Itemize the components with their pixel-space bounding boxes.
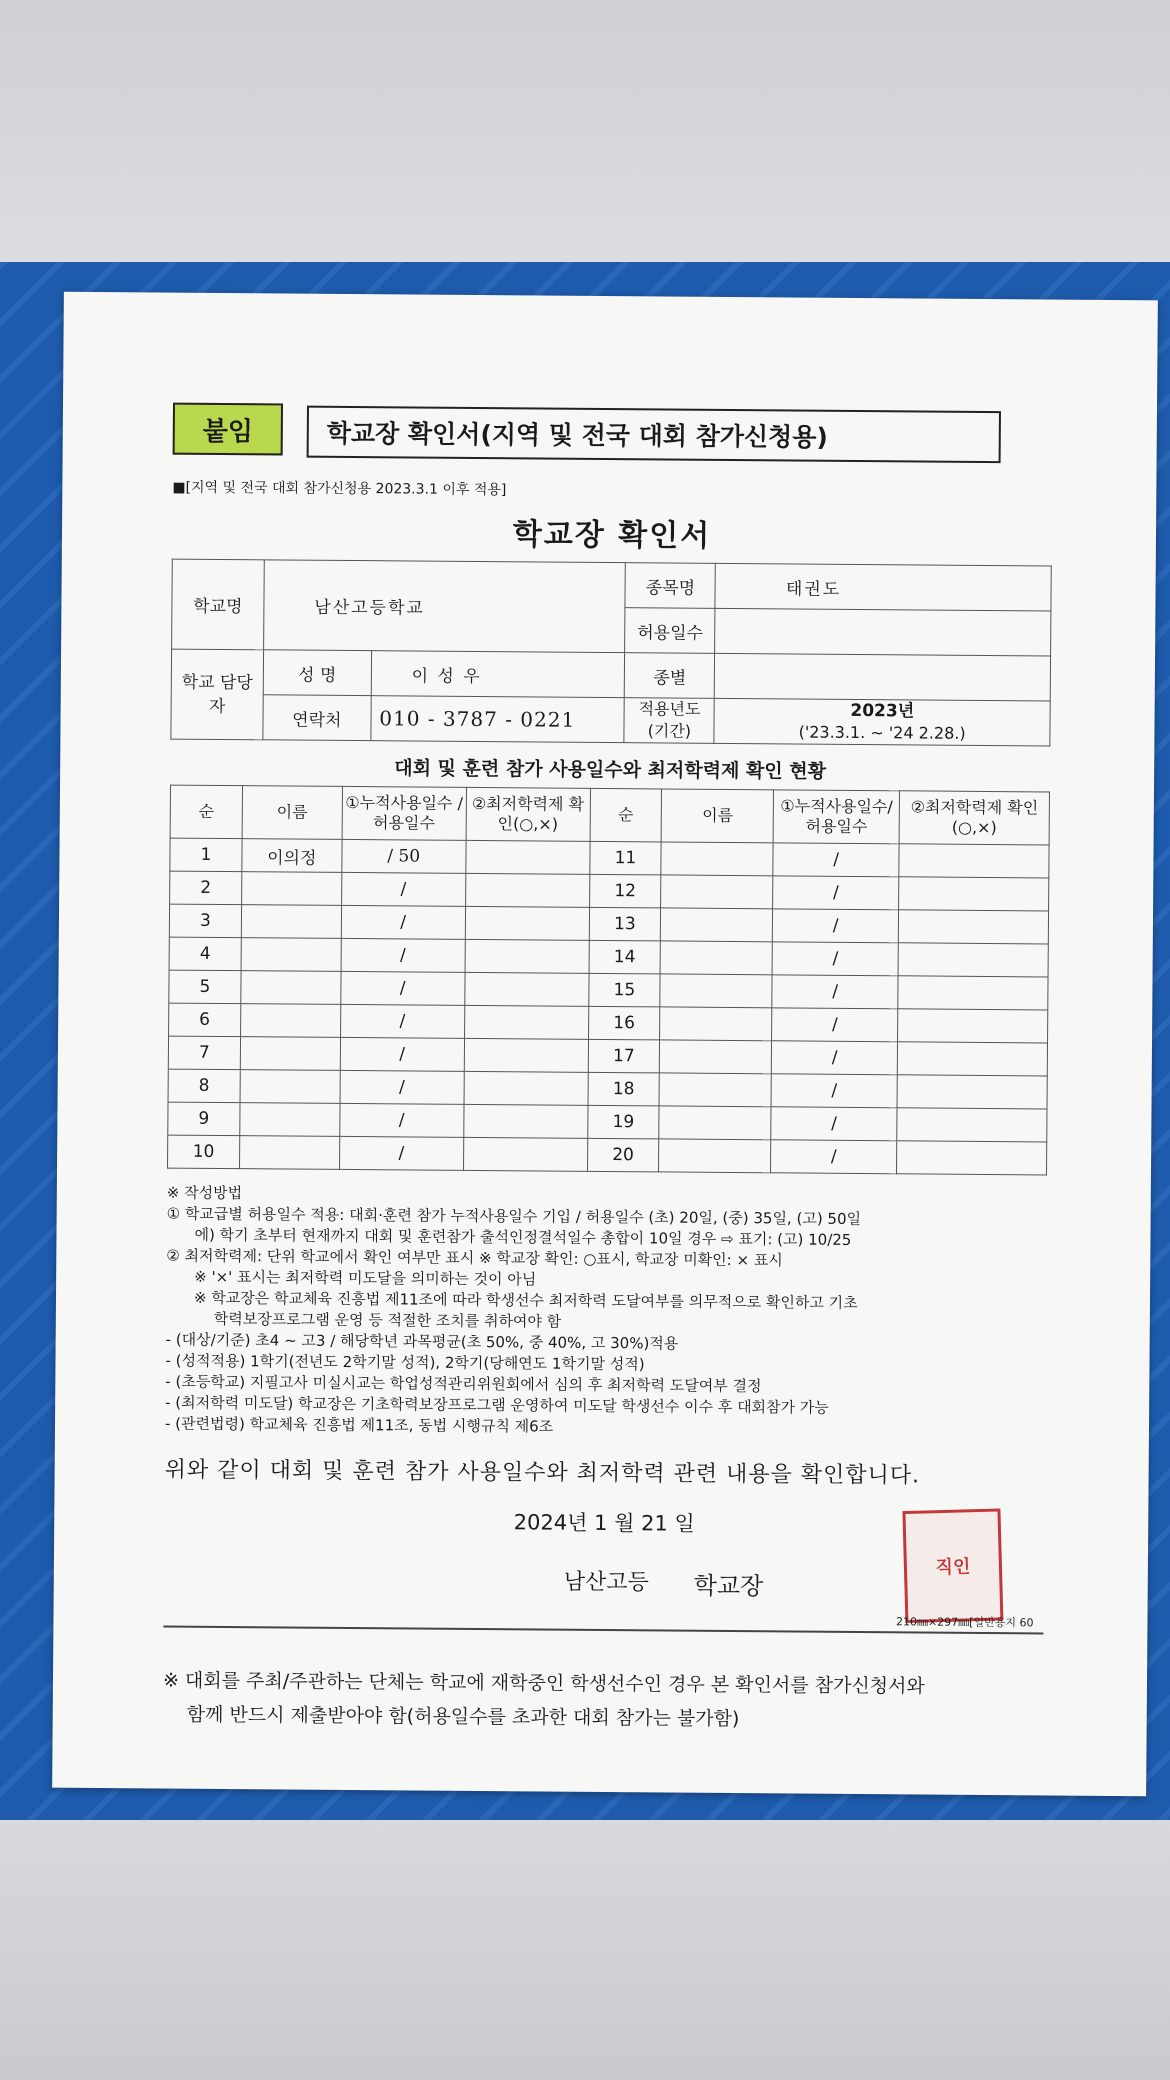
row-no-right: 11 [589,841,661,875]
row-days-left: / [340,1103,464,1137]
participation-table [167,785,1050,1176]
row-days-left: / [340,1037,464,1071]
row-academic-left [464,1071,588,1105]
row-no-right: 16 [588,1006,660,1040]
row-days-right: / [771,1140,897,1174]
row-name-left [240,1103,340,1137]
row-academic-left [465,840,589,874]
header-name-right: 이름 [662,789,774,843]
document-title: 학교장 확인서(지역 및 전국 대회 참가신청용) [307,406,1001,463]
row-no-left: 9 [168,1102,240,1136]
manager-label: 학교 담당자 [171,649,264,740]
header-academic-right: ②최저학력제 확인(○,×) [899,791,1049,845]
row-days-right: / [772,975,898,1009]
row-days-right: / [771,1107,897,1141]
note-line: - (성적적용) 1학기(전년도 2학기말 성적), 2학기(당해연도 1학기말 성적) [165,1351,645,1374]
note-line: 학력보장프로그램 운영 등 적절한 조치를 취하여야 함 [213,1309,562,1331]
row-academic-left [464,1005,588,1039]
note-line: ※ '×' 표시는 최저학력 미도달을 의미하는 것이 아님 [194,1267,537,1289]
row-academic-right [897,1141,1047,1175]
row-academic-right [899,877,1049,911]
row-name-right [659,1106,771,1140]
row-no-right: 20 [587,1138,659,1172]
contact-label: 연락처 [263,695,371,741]
row-name-right [659,1073,771,1107]
row-days-left: / 50 [342,839,466,873]
attachment-badge: 붙임 [173,403,283,456]
principal-label: 학교장 [693,1571,764,1601]
row-no-left: 6 [169,1003,241,1037]
note-line: - (초등학교) 지필고사 미실시교는 학업성적관리위원회에서 심의 후 최저학력 도달여부 결정 [165,1372,762,1396]
row-no-right: 13 [589,907,661,941]
footer-divider [163,1615,1043,1635]
row-no-left: 10 [168,1135,240,1169]
bottom-notice-line: 함께 반드시 제출받아야 함(허용일수를 초과한 대회 참가는 불가함) [186,1703,740,1731]
row-name-left [241,971,341,1005]
row-name-left [239,1136,339,1170]
note-line: ① 학교급별 허용일수 적용: 대회·훈련 참가 누적사용일수 기입 / 허용일수 (초) 20일, (중) 35일, (고) 50일 [166,1204,862,1229]
row-days-right: / [772,1041,898,1075]
document-content [163,403,1053,1739]
row-name-left [240,1037,340,1071]
row-days-right: / [773,843,899,877]
main-title: 학교장 확인서 [512,517,712,554]
bottom-notice [163,1664,1044,1739]
note-line: ※ 작성방법 [166,1183,243,1203]
row-academic-left [465,939,589,973]
table-header-row [170,785,1049,845]
row-days-left: / [339,1136,463,1170]
row-name-right [661,875,773,909]
row-no-left: 8 [168,1069,240,1103]
row-academic-left [465,873,589,907]
year-cell [714,698,1050,746]
row-days-left: / [341,905,465,939]
row-no-left: 5 [169,970,241,1004]
row-academic-right [897,1075,1047,1109]
header-no-right: 순 [590,788,662,842]
header-name-left: 이름 [242,786,342,840]
allowed-days-value [715,608,1051,656]
document-header [173,403,1053,466]
row-name-right [660,941,772,975]
row-academic-right [897,1108,1047,1142]
event-label: 종목명 [625,563,715,609]
row-days-right: / [771,1074,897,1108]
school-value: 남산고등학교 [263,560,625,653]
row-no-right: 14 [589,940,661,974]
signature-line [164,1548,1044,1615]
row-academic-left [464,1038,588,1072]
row-name-right [660,974,772,1008]
applicability-note: ■[지역 및 전국 대회 참가신청용 2023.3.1 이후 적용] [172,479,507,499]
row-name-left [242,872,342,906]
school-label: 학교명 [172,559,265,650]
header-days-left: ①누적사용일수 /허용일수 [342,786,466,840]
row-no-right: 18 [588,1072,660,1106]
row-name-right [659,1139,771,1173]
row-name-right [660,1040,772,1074]
row-days-left: / [341,971,465,1005]
row-days-right: / [773,876,899,910]
row-no-left: 4 [169,937,241,971]
period-value: ('23.3.1. ~ '24 2.28.) [798,722,966,743]
row-academic-left [463,1137,587,1171]
row-no-left: 7 [168,1036,240,1070]
document-paper [52,292,1158,1797]
contact-value: 010 - 3787 - 0221 [371,696,625,743]
row-name-right [660,1007,772,1041]
row-name-left [241,938,341,972]
name-value: 이 성 우 [371,651,625,698]
allowed-days-label: 허용일수 [625,608,715,654]
table-row [168,1135,1047,1175]
row-academic-right [897,1042,1047,1076]
seal-text: 직인 [935,1556,971,1579]
note-line: - (관련법령) 학교체육 진흥법 제11조, 동법 시행규칙 제6조 [164,1414,554,1436]
confirmation-statement: 위와 같이 대회 및 훈련 참가 사용일수와 최저학력 관련 내용을 확인합니다. [164,1457,921,1489]
bottom-notice-line: ※ 대회를 주최/주관하는 단체는 학교에 재학중인 학생선수인 경우 본 확인서를 참가신청서와 [162,1669,925,1698]
row-no-left: 2 [170,871,242,905]
name-label: 성 명 [263,650,371,696]
note-line: ※ 학교장은 학교체육 진흥법 제11조에 따라 학생선수 최저학력 도달여부를 의무적으로 확인하고 기초 [193,1288,858,1312]
signature-date: 2024년 1 월 21 일 [513,1510,695,1536]
row-days-right: / [772,1008,898,1042]
row-name-left [240,1070,340,1104]
category-label: 종별 [625,653,715,699]
header-no-left: 순 [170,785,242,839]
year-label: 적용년도 (기간) [624,698,714,744]
event-value: 태권도 [715,563,1051,611]
row-no-right: 19 [587,1105,659,1139]
row-academic-right [898,976,1048,1010]
row-days-left: / [340,1004,464,1038]
section-title: 대회 및 훈련 참가 사용일수와 최저학력제 확인 현황 [394,757,827,783]
row-days-right: / [773,909,899,943]
bottom-background [0,1820,1170,2080]
row-no-right: 15 [588,973,660,1007]
row-academic-left [465,906,589,940]
year-value: 2023년 [850,700,915,722]
row-academic-left [463,1104,587,1138]
row-name-left: 이의정 [242,839,342,873]
row-days-left: / [341,938,465,972]
row-days-left: / [341,872,465,906]
header-academic-left: ②최저학력제 확인(○,×) [466,787,590,841]
school-signature: 남산고등 [563,1569,649,1596]
row-name-right [661,908,773,942]
row-no-left: 3 [169,904,241,938]
row-name-right [661,842,773,876]
note-line: - (대상/기준) 초4 ~ 고3 / 해당학년 과목평균(초 50%, 중 40%, 고 30%)적용 [165,1330,679,1353]
paper-size-note: 210㎜×297㎜[일반용지 60 [895,1615,1034,1630]
official-seal-icon [902,1508,1003,1623]
row-academic-right [898,910,1048,944]
header-days-right: ①누적사용일수/ 허용일수 [773,790,899,844]
row-academic-right [899,844,1049,878]
top-background [0,0,1170,262]
note-line: ② 최저학력제: 단위 학교에서 확인 여부만 표시 ※ 학교장 확인: ○표시, 학교장 미확인: × 표시 [166,1246,783,1270]
row-no-right: 17 [588,1039,660,1073]
row-name-left [240,1004,340,1038]
info-table [170,559,1051,747]
row-no-left: 1 [170,838,242,872]
row-days-left: / [340,1070,464,1104]
row-no-right: 12 [589,874,661,908]
row-name-left [241,905,341,939]
row-academic-right [898,943,1048,977]
category-value [715,653,1051,701]
note-line: - (최저학력 미도달) 학교장은 기초학력보장프로그램 운영하여 미도달 학생선수 이수 후 대회참가 가능 [165,1393,829,1417]
row-days-right: / [772,942,898,976]
note-line: 에) 학기 초부터 현재까지 대회 및 훈련참가 출석인정결석일수 총합이 10일 경우 ⇨ 표기: (고) 10/25 [194,1225,852,1249]
writing-instructions [165,1183,1047,1442]
row-academic-right [898,1009,1048,1043]
row-academic-left [464,972,588,1006]
